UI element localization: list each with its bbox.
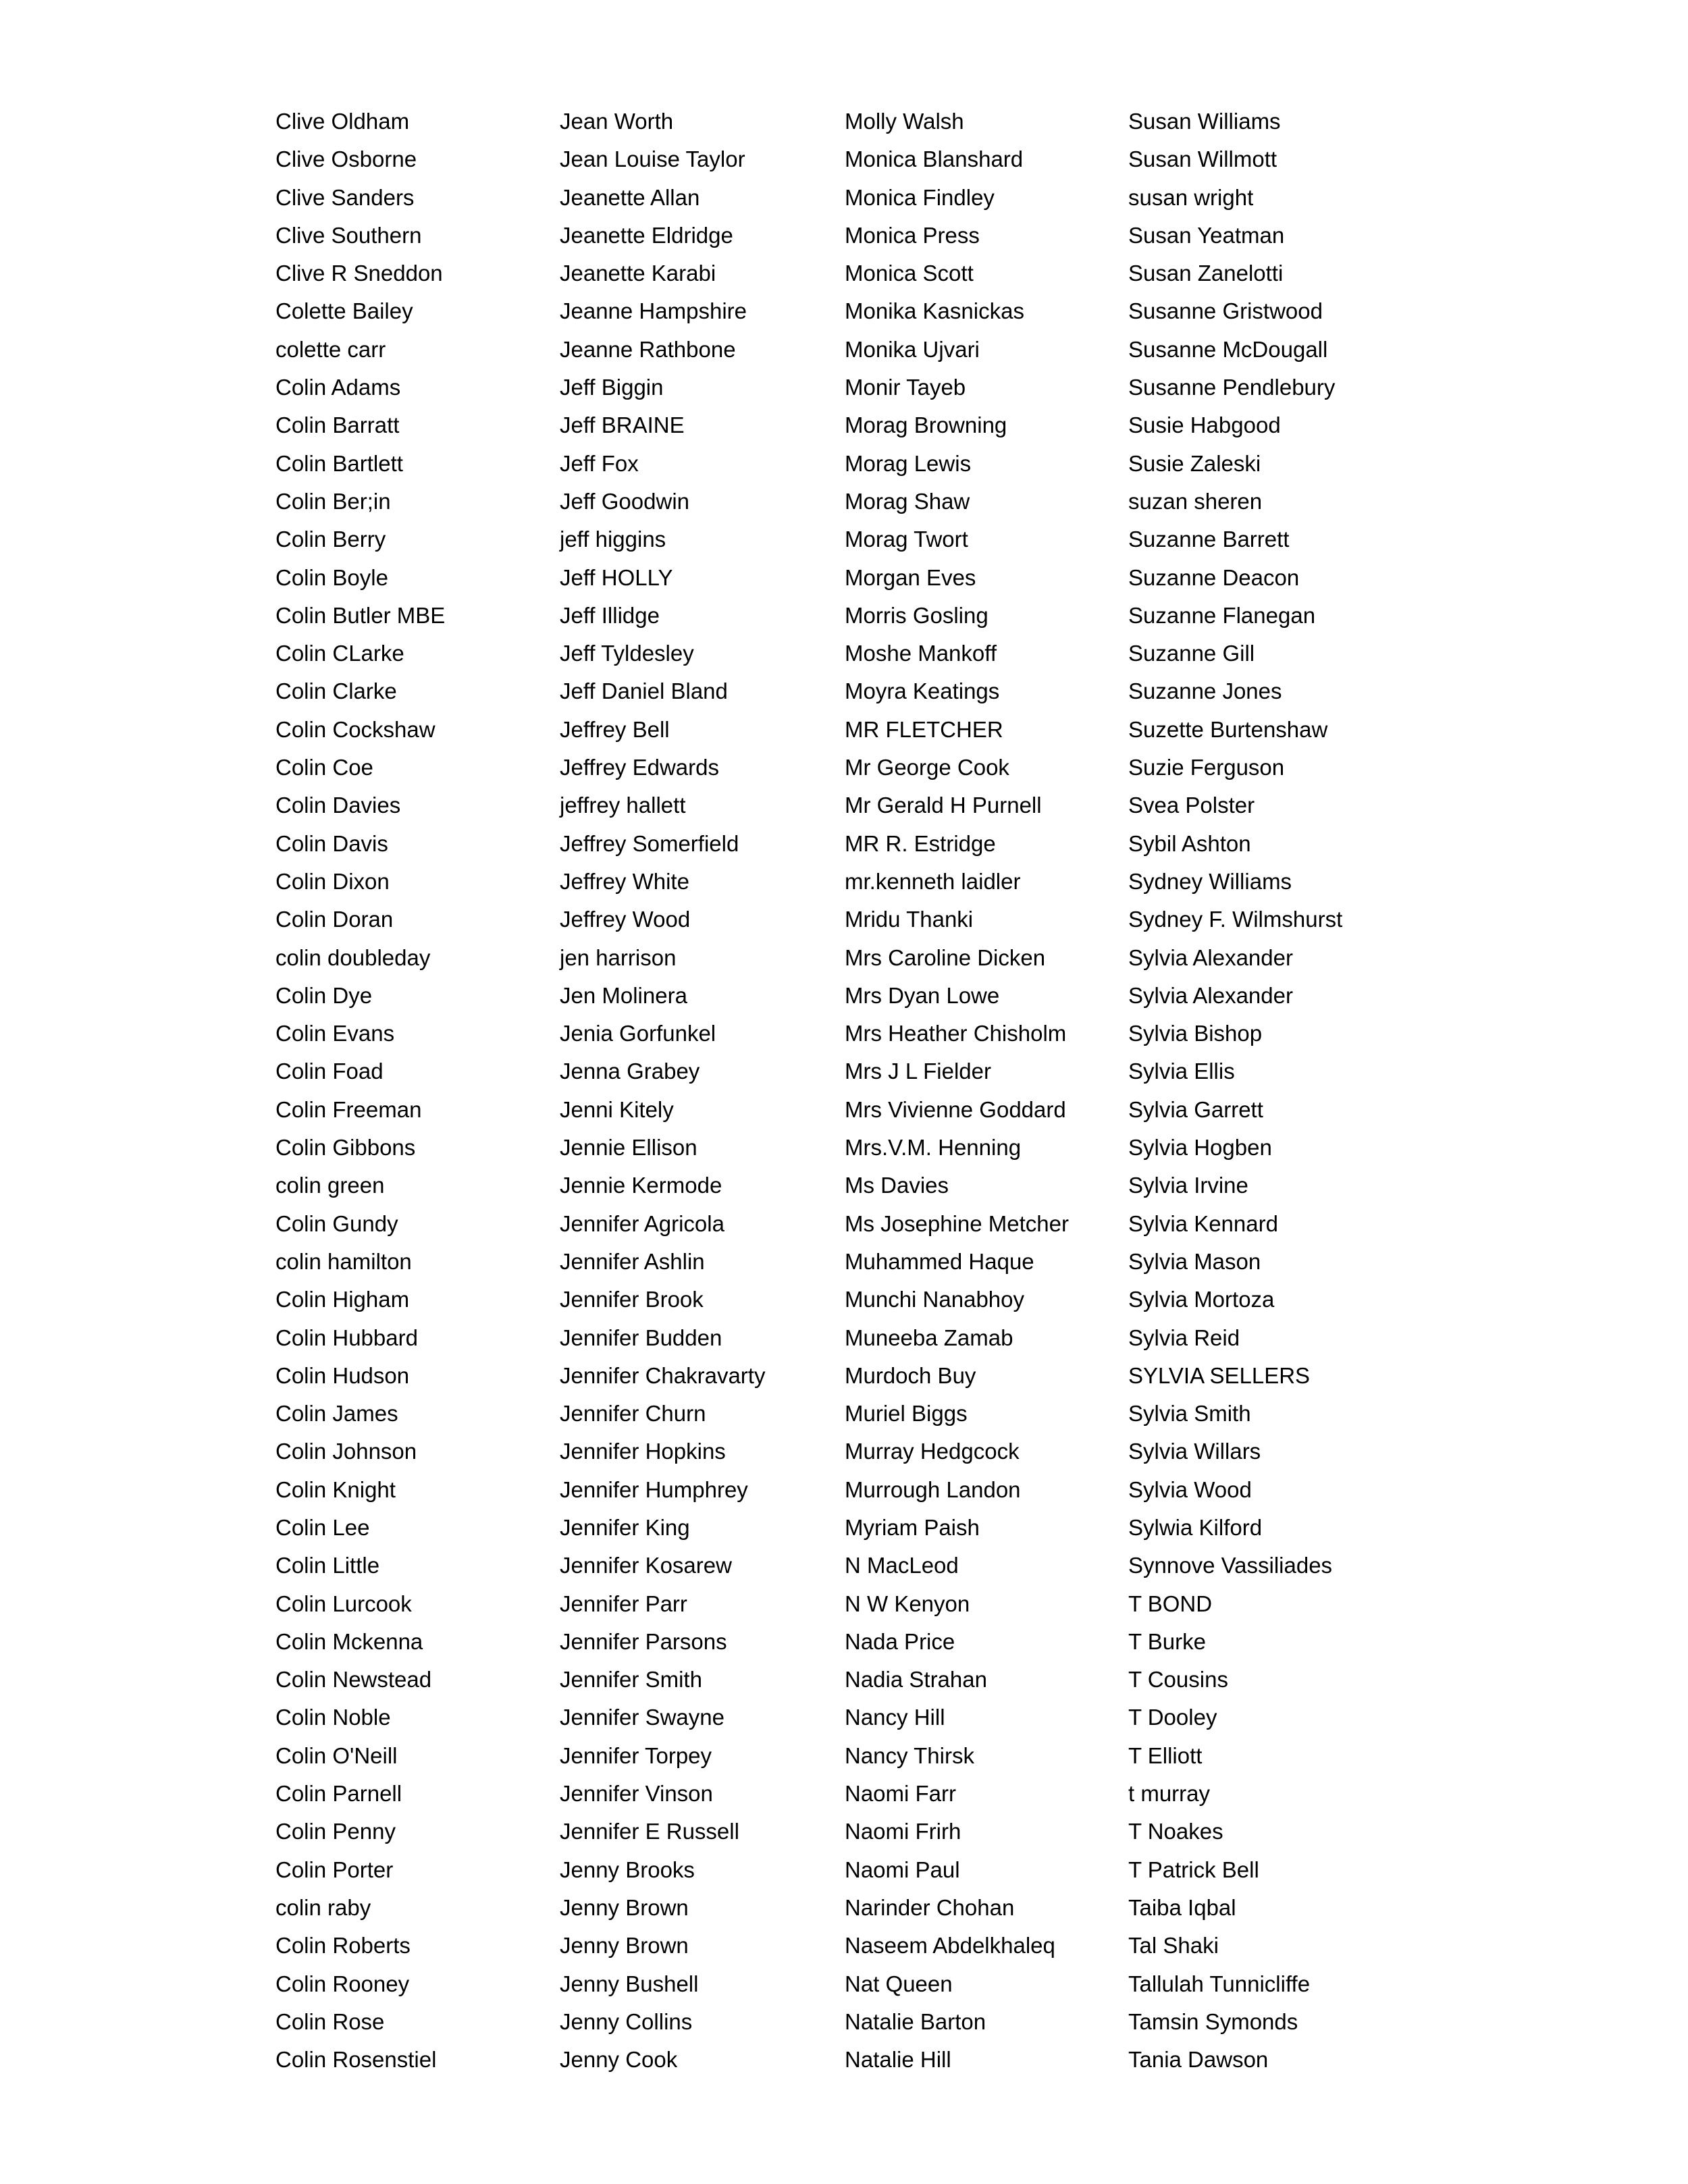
name-entry: Jean Louise Taylor (560, 147, 745, 172)
name-entry: Susan Williams (1128, 109, 1281, 134)
name-entry: Jeff Biggin (560, 375, 664, 400)
name-entry: Jennifer Churn (560, 1401, 706, 1427)
name-entry: Colin Boyle (275, 564, 388, 590)
name-entry: Suzanne Barrett (1128, 527, 1290, 552)
name-entry: Colin Knight (275, 1476, 396, 1502)
name-entry: T Elliott (1128, 1742, 1203, 1768)
name-entry: Jennifer Ashlin (560, 1248, 705, 1274)
name-entry: Sylvia Wood (1128, 1476, 1252, 1502)
name-entry: Colin Rose (275, 2008, 385, 2034)
name-entry: Colin Berry (275, 527, 386, 552)
name-entry: Sydney F. Wilmshurst (1128, 907, 1343, 932)
name-entry: Sylvia Mortoza (1128, 1287, 1275, 1312)
name-entry: Jeff Tyldesley (560, 641, 694, 666)
name-entry: Naomi Paul (845, 1857, 960, 1882)
name-entry: Ms Josephine Metcher (845, 1210, 1069, 1236)
name-entry: Muriel Biggs (845, 1401, 968, 1427)
name-entry: Murray Hedgcock (845, 1439, 1020, 1464)
name-entry: T Patrick Bell (1128, 1857, 1259, 1882)
name-entry: Jennifer Brook (560, 1287, 704, 1312)
name-entry: Sylvia Willars (1128, 1439, 1261, 1464)
name-entry: jeffrey hallett (560, 793, 686, 818)
name-entry: Colin Bartlett (275, 450, 403, 476)
name-entry: Tal Shaki (1128, 1933, 1219, 1959)
name-entry: Naomi Frirh (845, 1819, 961, 1844)
name-entry: Nat Queen (845, 1971, 953, 1996)
name-entry: Colette Bailey (275, 298, 413, 324)
name-entry: Colin CLarke (275, 641, 404, 666)
name-entry: Jennifer Smith (560, 1667, 702, 1693)
name-entry: Jeff Fox (560, 450, 639, 476)
name-entry: Colin Parnell (275, 1781, 402, 1807)
name-entry: Suzanne Jones (1128, 678, 1282, 704)
name-entry: Taiba Iqbal (1128, 1894, 1236, 1920)
name-entry: Sylvia Bishop (1128, 1021, 1263, 1046)
name-entry: Jennifer Hopkins (560, 1439, 726, 1464)
name-entry: Colin Rosenstiel (275, 2047, 437, 2073)
name-entry: Monica Findley (845, 184, 995, 210)
name-entry: Colin Evans (275, 1021, 395, 1046)
name-entry: Colin Butler MBE (275, 602, 446, 628)
name-entry: Colin Cockshaw (275, 716, 436, 742)
name-entry: Morris Gosling (845, 602, 988, 628)
name-entry: Sylvia Ellis (1128, 1059, 1235, 1084)
name-entry: Jennifer Agricola (560, 1210, 724, 1236)
name-entry: susan wright (1128, 184, 1254, 210)
name-entry: Jeffrey Somerfield (560, 830, 739, 856)
name-entry: Jeffrey Edwards (560, 755, 719, 780)
name-entry: Jennifer Parr (560, 1591, 687, 1616)
name-entry: Susan Zanelotti (1128, 261, 1284, 286)
name-entry: Jean Worth (560, 109, 674, 134)
name-entry: MR R. Estridge (845, 830, 996, 856)
name-entry: colin raby (275, 1894, 371, 1920)
name-column-1 (275, 103, 445, 2079)
name-entry: Mrs Dyan Lowe (845, 982, 1000, 1008)
name-entry: Jeanette Allan (560, 184, 700, 210)
name-entry: colin hamilton (275, 1248, 412, 1274)
name-entry: Molly Walsh (845, 109, 964, 134)
name-entry: Colin Clarke (275, 678, 397, 704)
name-entry: Morag Browning (845, 412, 1007, 438)
name-entry: Naseem Abdelkhaleq (845, 1933, 1055, 1959)
name-entry: Jeffrey Wood (560, 907, 691, 932)
name-entry: Monir Tayeb (845, 375, 966, 400)
name-entry: Nadia Strahan (845, 1667, 987, 1693)
name-entry: Jennifer Budden (560, 1325, 722, 1350)
name-entry: Jeffrey Bell (560, 716, 670, 742)
name-entry: Jenni Kitely (560, 1096, 674, 1122)
name-entry: Colin Ber;in (275, 488, 391, 514)
name-entry: Mrs.V.M. Henning (845, 1135, 1022, 1161)
name-entry: Clive Oldham (275, 109, 410, 134)
name-entry: T Dooley (1128, 1705, 1217, 1730)
name-entry: Natalie Hill (845, 2047, 951, 2073)
name-entry: Susie Habgood (1128, 412, 1281, 438)
name-entry: Natalie Barton (845, 2008, 986, 2034)
name-entry: Jeanette Karabi (560, 261, 716, 286)
name-entry: Tallulah Tunnicliffe (1128, 1971, 1311, 1996)
name-entry: Suzanne Deacon (1128, 564, 1300, 590)
name-entry: Colin Mckenna (275, 1628, 423, 1654)
name-entry: Mrs J L Fielder (845, 1059, 991, 1084)
name-entry: Colin Foad (275, 1059, 384, 1084)
name-entry: Ms Davies (845, 1173, 949, 1198)
name-entry: Colin Little (275, 1553, 380, 1578)
name-entry: Colin Dixon (275, 868, 390, 894)
name-entry: Myriam Paish (845, 1514, 980, 1540)
name-entry: Jenny Brown (560, 1933, 689, 1959)
name-entry: Mr Gerald H Purnell (845, 793, 1042, 818)
name-entry: Nada Price (845, 1628, 955, 1654)
name-entry: Colin Lee (275, 1514, 370, 1540)
name-entry: Jeanne Rathbone (560, 336, 736, 362)
name-entry: Colin Rooney (275, 1971, 410, 1996)
name-entry: Muneeba Zamab (845, 1325, 1013, 1350)
name-entry: Murdoch Buy (845, 1362, 976, 1388)
name-entry: Jeanne Hampshire (560, 298, 747, 324)
name-entry: Sylwia Kilford (1128, 1514, 1263, 1540)
name-entry: Colin Hubbard (275, 1325, 418, 1350)
name-entry: Sylvia Alexander (1128, 982, 1293, 1008)
name-entry: Jeff HOLLY (560, 564, 673, 590)
name-entry: Susan Willmott (1128, 147, 1277, 172)
name-entry: Sylvia Hogben (1128, 1135, 1272, 1161)
name-entry: Morgan Eves (845, 564, 976, 590)
name-entry: colin green (275, 1173, 385, 1198)
name-entry: Monica Press (845, 222, 980, 248)
name-entry: Jenny Brown (560, 1894, 689, 1920)
name-entry: Jenny Cook (560, 2047, 678, 2073)
name-entry: Jennifer Humphrey (560, 1476, 748, 1502)
name-entry: Colin Gundy (275, 1210, 398, 1236)
name-entry: Jennifer E Russell (560, 1819, 739, 1844)
name-entry: Susie Zaleski (1128, 450, 1261, 476)
name-entry: Susanne Gristwood (1128, 298, 1323, 324)
name-entry: Jennifer Kosarew (560, 1553, 732, 1578)
name-entry: colette carr (275, 336, 386, 362)
name-entry: Jennifer King (560, 1514, 690, 1540)
name-entry: Colin Higham (275, 1287, 410, 1312)
name-entry: Susanne McDougall (1128, 336, 1328, 362)
name-entry: Naomi Farr (845, 1781, 957, 1807)
name-entry: Colin Lurcook (275, 1591, 412, 1616)
name-entry: Mr George Cook (845, 755, 1009, 780)
name-entry: Suzanne Flanegan (1128, 602, 1316, 628)
name-entry: Jenna Grabey (560, 1059, 700, 1084)
name-entry: Mrs Caroline Dicken (845, 944, 1046, 970)
name-entry: Jenny Collins (560, 2008, 693, 2034)
name-entry: Clive Osborne (275, 147, 417, 172)
name-entry: Clive Southern (275, 222, 422, 248)
name-entry: Jen Molinera (560, 982, 687, 1008)
name-entry: Colin Newstead (275, 1667, 432, 1693)
name-entry: Nancy Thirsk (845, 1742, 974, 1768)
name-entry: Jennifer Swayne (560, 1705, 724, 1730)
name-entry: Nancy Hill (845, 1705, 945, 1730)
name-entry: Jeanette Eldridge (560, 222, 733, 248)
name-entry: Clive R Sneddon (275, 261, 443, 286)
name-column-4 (1128, 103, 1342, 2079)
name-entry: Colin Gibbons (275, 1135, 416, 1161)
name-entry: Susan Yeatman (1128, 222, 1285, 248)
name-entry: Jennie Ellison (560, 1135, 697, 1161)
name-entry: Jeff Goodwin (560, 488, 690, 514)
name-entry: Jenny Bushell (560, 1971, 699, 1996)
name-entry: Colin Barratt (275, 412, 400, 438)
name-entry: Suzanne Gill (1128, 641, 1255, 666)
name-entry: mr.kenneth laidler (845, 868, 1021, 894)
name-entry: Suzette Burtenshaw (1128, 716, 1328, 742)
name-entry: Narinder Chohan (845, 1894, 1015, 1920)
name-entry: colin doubleday (275, 944, 431, 970)
name-entry: T Burke (1128, 1628, 1206, 1654)
name-entry: Jennifer Parsons (560, 1628, 727, 1654)
name-entry: Jennifer Torpey (560, 1742, 712, 1768)
name-entry: Colin James (275, 1401, 398, 1427)
name-entry: N W Kenyon (845, 1591, 970, 1616)
name-entry: Colin Penny (275, 1819, 396, 1844)
name-entry: Monica Scott (845, 261, 974, 286)
name-entry: T BOND (1128, 1591, 1213, 1616)
name-entry: Mrs Heather Chisholm (845, 1021, 1067, 1046)
name-entry: Colin Roberts (275, 1933, 411, 1959)
name-entry: Sylvia Irvine (1128, 1173, 1248, 1198)
name-entry: Jennie Kermode (560, 1173, 722, 1198)
name-entry: Sylvia Alexander (1128, 944, 1293, 970)
name-entry: Colin Doran (275, 907, 394, 932)
name-entry: Colin Hudson (275, 1362, 410, 1388)
name-entry: t murray (1128, 1781, 1211, 1807)
name-entry: Colin Davies (275, 793, 401, 818)
name-entry: T Noakes (1128, 1819, 1223, 1844)
name-entry: Colin Noble (275, 1705, 391, 1730)
name-column-3 (845, 103, 1069, 2079)
name-entry: Moyra Keatings (845, 678, 1000, 704)
name-entry: Mrs Vivienne Goddard (845, 1096, 1066, 1122)
name-entry: Sylvia Mason (1128, 1248, 1261, 1274)
name-entry: Svea Polster (1128, 793, 1255, 818)
name-entry: Jennifer Chakravarty (560, 1362, 766, 1388)
name-entry: Monika Ujvari (845, 336, 980, 362)
name-entry: Colin Davis (275, 830, 388, 856)
name-entry: Colin Dye (275, 982, 373, 1008)
name-entry: Synnove Vassiliades (1128, 1553, 1333, 1578)
name-entry: Jeff Daniel Bland (560, 678, 728, 704)
name-entry: Morag Shaw (845, 488, 970, 514)
name-entry: jeff higgins (560, 527, 666, 552)
name-entry: Colin Coe (275, 755, 373, 780)
name-entry: Colin Porter (275, 1857, 394, 1882)
name-entry: Moshe Mankoff (845, 641, 997, 666)
name-entry: Muhammed Haque (845, 1248, 1034, 1274)
name-entry: suzan sheren (1128, 488, 1263, 514)
name-entry: Clive Sanders (275, 184, 415, 210)
name-entry: jen harrison (560, 944, 677, 970)
name-column-2 (560, 103, 765, 2079)
name-entry: Jenia Gorfunkel (560, 1021, 716, 1046)
name-entry: Colin Freeman (275, 1096, 422, 1122)
name-entry: Suzie Ferguson (1128, 755, 1285, 780)
name-entry: Jeffrey White (560, 868, 689, 894)
name-entry: Jeff Illidge (560, 602, 660, 628)
name-entry: Tamsin Symonds (1128, 2008, 1298, 2034)
name-entry: Munchi Nanabhoy (845, 1287, 1024, 1312)
name-entry: Sybil Ashton (1128, 830, 1251, 856)
name-entry: Morag Lewis (845, 450, 972, 476)
name-entry: MR FLETCHER (845, 716, 1003, 742)
name-entry: Jennifer Vinson (560, 1781, 713, 1807)
name-entry: Murrough Landon (845, 1476, 1021, 1502)
name-entry: SYLVIA SELLERS (1128, 1362, 1311, 1388)
name-entry: Jeff BRAINE (560, 412, 685, 438)
name-entry: Colin Adams (275, 375, 401, 400)
name-entry: Morag Twort (845, 527, 968, 552)
name-entry: Colin Johnson (275, 1439, 417, 1464)
name-entry: Sylvia Kennard (1128, 1210, 1278, 1236)
name-entry: Tania Dawson (1128, 2047, 1269, 2073)
name-entry: Sylvia Garrett (1128, 1096, 1263, 1122)
name-entry: Jenny Brooks (560, 1857, 695, 1882)
name-entry: Sylvia Smith (1128, 1401, 1251, 1427)
name-entry: Monika Kasnickas (845, 298, 1024, 324)
name-entry: Susanne Pendlebury (1128, 375, 1336, 400)
name-entry: T Cousins (1128, 1667, 1228, 1693)
name-entry: Monica Blanshard (845, 147, 1024, 172)
name-entry: N MacLeod (845, 1553, 959, 1578)
name-entry: Sylvia Reid (1128, 1325, 1240, 1350)
name-entry: Mridu Thanki (845, 907, 974, 932)
name-entry: Sydney Williams (1128, 868, 1292, 894)
name-entry: Colin O'Neill (275, 1742, 398, 1768)
